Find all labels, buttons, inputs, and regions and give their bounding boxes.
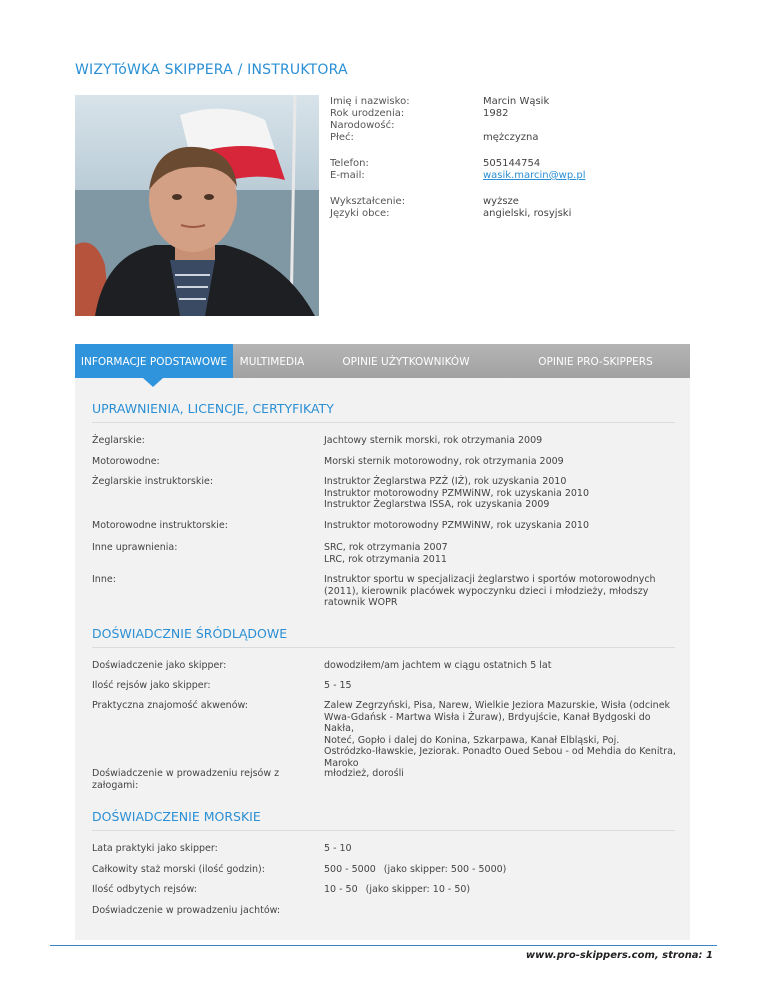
active-tab-arrow xyxy=(143,378,163,387)
page-title: WIZYTóWKA SKIPPERA / INSTRUKTORA xyxy=(75,62,348,78)
row-value: młodzież, dorośli xyxy=(324,768,404,779)
email-label: E-mail: xyxy=(330,170,365,181)
row-label: Doświadczenie w prowadzeniu rejsów z xyxy=(92,768,280,779)
row-label: Ilość odbytych rejsów: xyxy=(92,884,197,895)
row-label: Motorowodne instruktorskie: xyxy=(92,520,228,531)
row-value-skipper: (jako skipper: 500 - 5000) xyxy=(383,864,507,875)
info-panel xyxy=(75,378,690,940)
row-label: Żeglarskie instruktorskie: xyxy=(92,476,214,487)
row-value: Instruktor sportu w specjalizacji żeglarstwo i sportów motorowodnych xyxy=(324,574,656,585)
row-value: Instruktor motorowodny PZMWiNW, rok uzyskania 2010 xyxy=(324,487,590,499)
section-title-licenses: UPRAWNIENIA, LICENCJE, CERTYFIKATY xyxy=(92,401,675,423)
profile-photo-image xyxy=(75,95,319,316)
tab-basic-info[interactable]: INFORMACJE PODSTAWOWE xyxy=(75,344,233,378)
education-label: Wykształcenie: xyxy=(330,196,406,207)
tab-bar xyxy=(75,344,690,378)
row-value: Instruktor Żeglarstwa PZŻ (IŻ), rok uzyskania 2010 xyxy=(324,476,567,487)
contact-info-group xyxy=(330,158,585,182)
name-value: Marcin Wąsik xyxy=(483,96,550,107)
row-value: Maroko xyxy=(324,757,359,769)
row-value: Instruktor Żeglarstwa ISSA, rok uzyskania 2009 xyxy=(324,499,550,510)
profile-info xyxy=(330,96,585,234)
row-value: Zalew Zegrzyński, Pisa, Narew, Wielkie Jeziora Mazurskie, Wisła (odcinek xyxy=(324,700,671,711)
row-value: 5 - 15 xyxy=(324,680,352,691)
row-label: Motorowodne: xyxy=(92,456,160,467)
nationality-label: Narodowość: xyxy=(330,120,395,131)
footer-text: www.pro-skippers.com, strona: 1 xyxy=(525,950,713,961)
row-value: SRC, rok otrzymania 2007 xyxy=(324,542,448,553)
gender-label: Płeć: xyxy=(330,132,354,143)
row-label: Inne: xyxy=(92,574,116,585)
row-value: 500 - 5000 xyxy=(324,864,376,875)
row-label: Doświadczenie jako skipper: xyxy=(92,660,227,671)
personal-info-group xyxy=(330,96,585,144)
row-value: (2011), kierownik placówek wypoczynku dzieci i młodzieży, młodszy xyxy=(324,585,649,597)
row-value: Ostródzko-Iławskie, Jeziorak. Ponadto Oued Sebou - od Mehdia do Kenitra, xyxy=(324,746,676,757)
email-link[interactable]: wasik.marcin@wp.pl xyxy=(483,170,586,181)
birth-year-value: 1982 xyxy=(483,108,509,119)
row-value-skipper: (jako skipper: 10 - 50) xyxy=(365,884,471,895)
languages-value: angielski, rosyjski xyxy=(483,208,572,219)
row-label: Praktyczna znajomość akwenów: xyxy=(92,700,248,711)
profile-photo xyxy=(75,95,319,316)
row-value: Instruktor motorowodny PZMWiNW, rok uzyskania 2010 xyxy=(324,520,590,531)
row-value: 10 - 50 xyxy=(324,884,358,895)
row-label: Doświadczenie w prowadzeniu jachtów: xyxy=(92,905,281,916)
tab-pro-skippers-reviews[interactable]: OPINIE PRO-SKIPPERS xyxy=(538,356,653,368)
row-label: Ilość rejsów jako skipper: xyxy=(92,680,211,691)
footer-divider xyxy=(50,945,717,946)
education-value: wyższe xyxy=(483,196,519,207)
row-label: Lata praktyki jako skipper: xyxy=(92,843,218,854)
row-value: dowodziłem/am jachtem w ciągu ostatnich 5 lat xyxy=(324,660,552,671)
row-label: załogami: xyxy=(92,779,139,791)
row-value: LRC, rok otrzymania 2011 xyxy=(324,553,447,565)
nationality-value xyxy=(483,120,549,132)
row-label: Inne uprawnienia: xyxy=(92,542,178,553)
row-value: Noteć, Gopło i dalej do Konina, Szkarpawa, Kanał Elbląski, Poj. xyxy=(324,734,620,746)
row-value: ratownik WOPR xyxy=(324,597,398,608)
section-title-sea: DOŚWIADCZENIE MORSKIE xyxy=(92,809,675,831)
row-value: Jachtowy sternik morski, rok otrzymania 2009 xyxy=(324,435,543,446)
education-info-group xyxy=(330,196,585,220)
row-label: Całkowity staż morski (ilość godzin): xyxy=(92,864,265,875)
birth-year-label: Rok urodzenia: xyxy=(330,108,405,119)
phone-value: 505144754 xyxy=(483,158,541,169)
row-value: Morski sternik motorowodny, rok otrzymania 2009 xyxy=(324,456,564,467)
languages-label: Języki obce: xyxy=(330,208,390,219)
row-value: Wwa-Gdańsk - Martwa Wisła i Żuraw), Brdyujście, Kanał Bydgoski do Nakła, xyxy=(324,711,651,734)
phone-label: Telefon: xyxy=(330,158,369,169)
name-label: Imię i nazwisko: xyxy=(330,96,410,107)
tab-multimedia[interactable]: MULTIMEDIA xyxy=(239,356,305,368)
gender-value: mężczyzna xyxy=(483,132,539,143)
row-label: Żeglarskie: xyxy=(92,435,145,446)
tab-user-reviews[interactable]: OPINIE UŻYTKOWNIKÓW xyxy=(342,356,470,368)
row-value: 5 - 10 xyxy=(324,843,352,854)
section-title-inland: DOŚWIADCZNIE ŚRÓDLĄDOWE xyxy=(92,626,675,648)
